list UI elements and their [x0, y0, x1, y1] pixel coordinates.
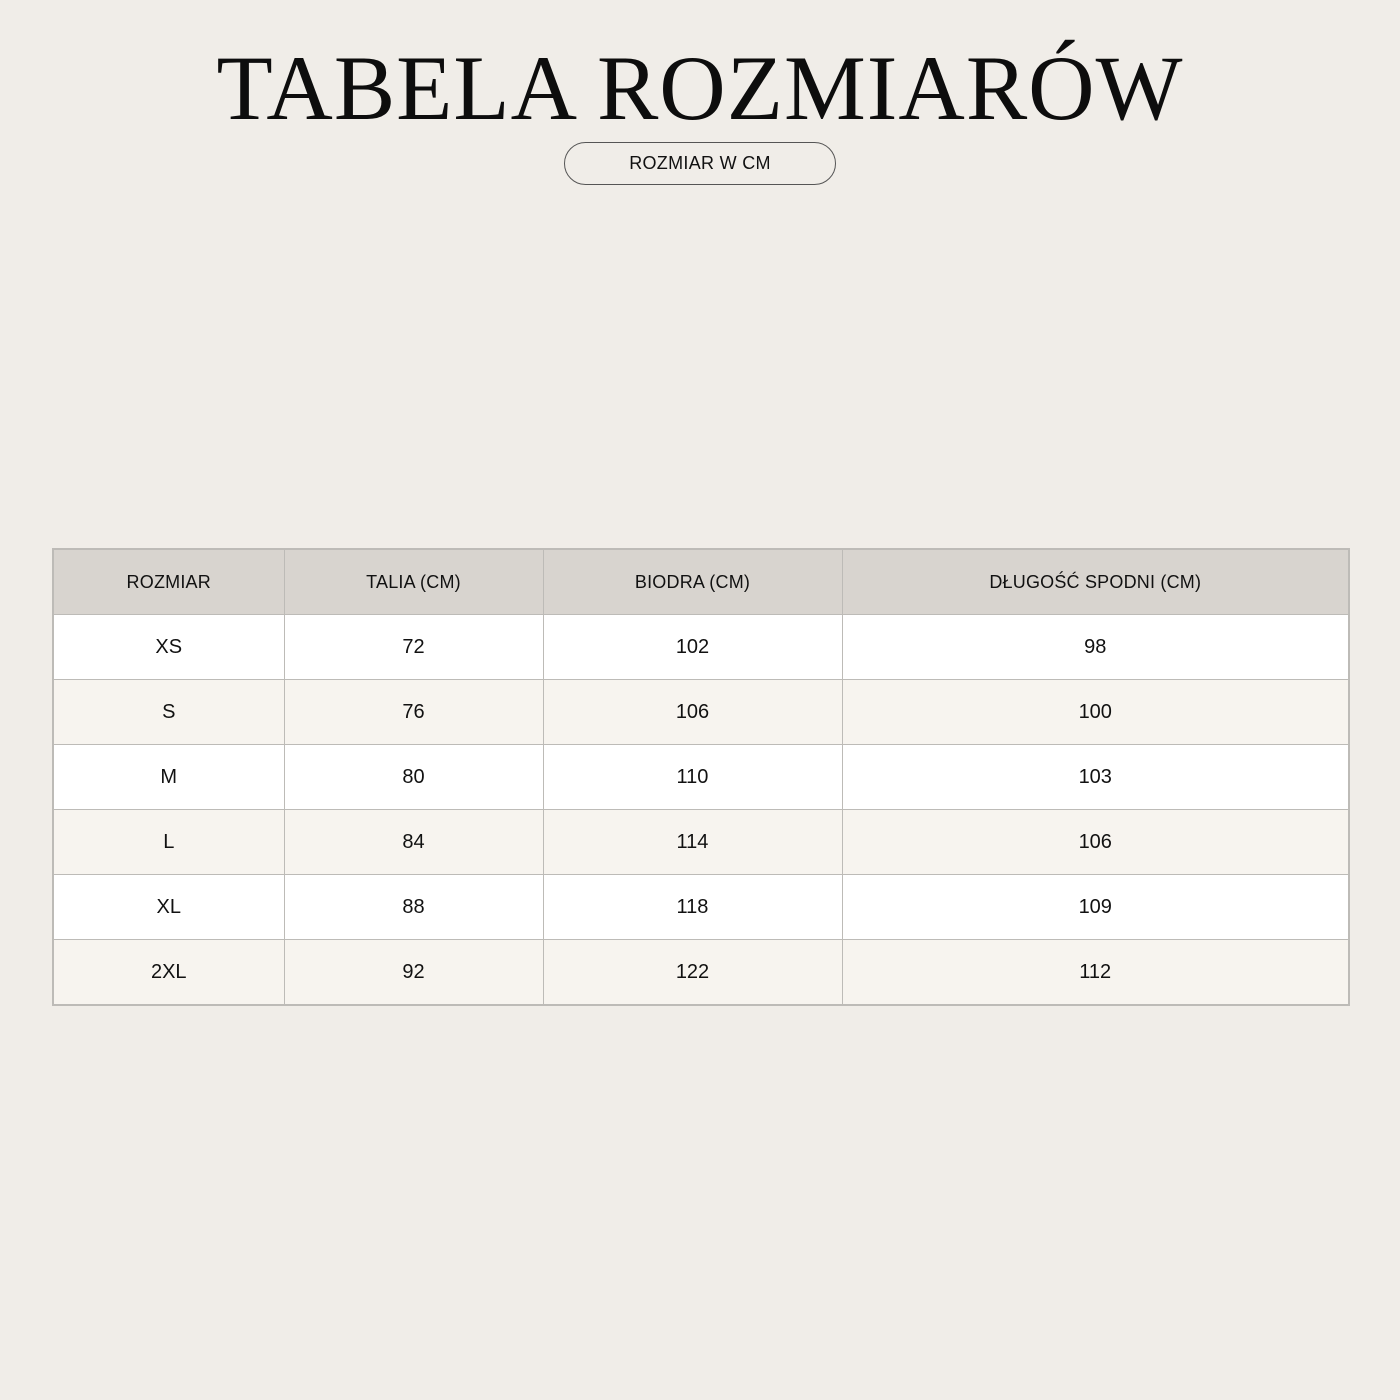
cell-trouser-length: 103: [842, 745, 1349, 810]
cell-hips: 110: [543, 745, 842, 810]
cell-waist: 76: [284, 680, 543, 745]
table-row: [53, 940, 1349, 1006]
cell-waist: 92: [284, 940, 543, 1006]
column-header-trouser-length: DŁUGOŚĆ SPODNI (CM): [842, 549, 1349, 615]
cell-hips: 118: [543, 875, 842, 940]
cell-size: M: [53, 745, 284, 810]
cell-waist: 84: [284, 810, 543, 875]
cell-waist: 80: [284, 745, 543, 810]
cell-hips: 122: [543, 940, 842, 1006]
cell-trouser-length: 100: [842, 680, 1349, 745]
cell-waist: 72: [284, 615, 543, 680]
table-row: [53, 810, 1349, 875]
cell-trouser-length: 106: [842, 810, 1349, 875]
table-row: [53, 745, 1349, 810]
cell-hips: 114: [543, 810, 842, 875]
cell-hips: 106: [543, 680, 842, 745]
column-header-size: ROZMIAR: [53, 549, 284, 615]
cell-size: XL: [53, 875, 284, 940]
table-row: [53, 680, 1349, 745]
cell-trouser-length: 98: [842, 615, 1349, 680]
cell-trouser-length: 112: [842, 940, 1349, 1006]
cell-trouser-length: 109: [842, 875, 1349, 940]
table-row: [53, 615, 1349, 680]
unit-badge-label: ROZMIAR W CM: [629, 153, 771, 173]
cell-size: 2XL: [53, 940, 284, 1006]
cell-waist: 88: [284, 875, 543, 940]
cell-size: XS: [53, 615, 284, 680]
cell-size: L: [53, 810, 284, 875]
unit-badge: [564, 142, 836, 185]
column-header-hips: BIODRA (CM): [543, 549, 842, 615]
size-chart-table: [52, 548, 1350, 1006]
table-header-row: [53, 549, 1349, 615]
page-title: TABELA ROZMIARÓW: [216, 37, 1184, 139]
column-header-waist: TALIA (CM): [284, 549, 543, 615]
cell-hips: 102: [543, 615, 842, 680]
table-row: [53, 875, 1349, 940]
cell-size: S: [53, 680, 284, 745]
